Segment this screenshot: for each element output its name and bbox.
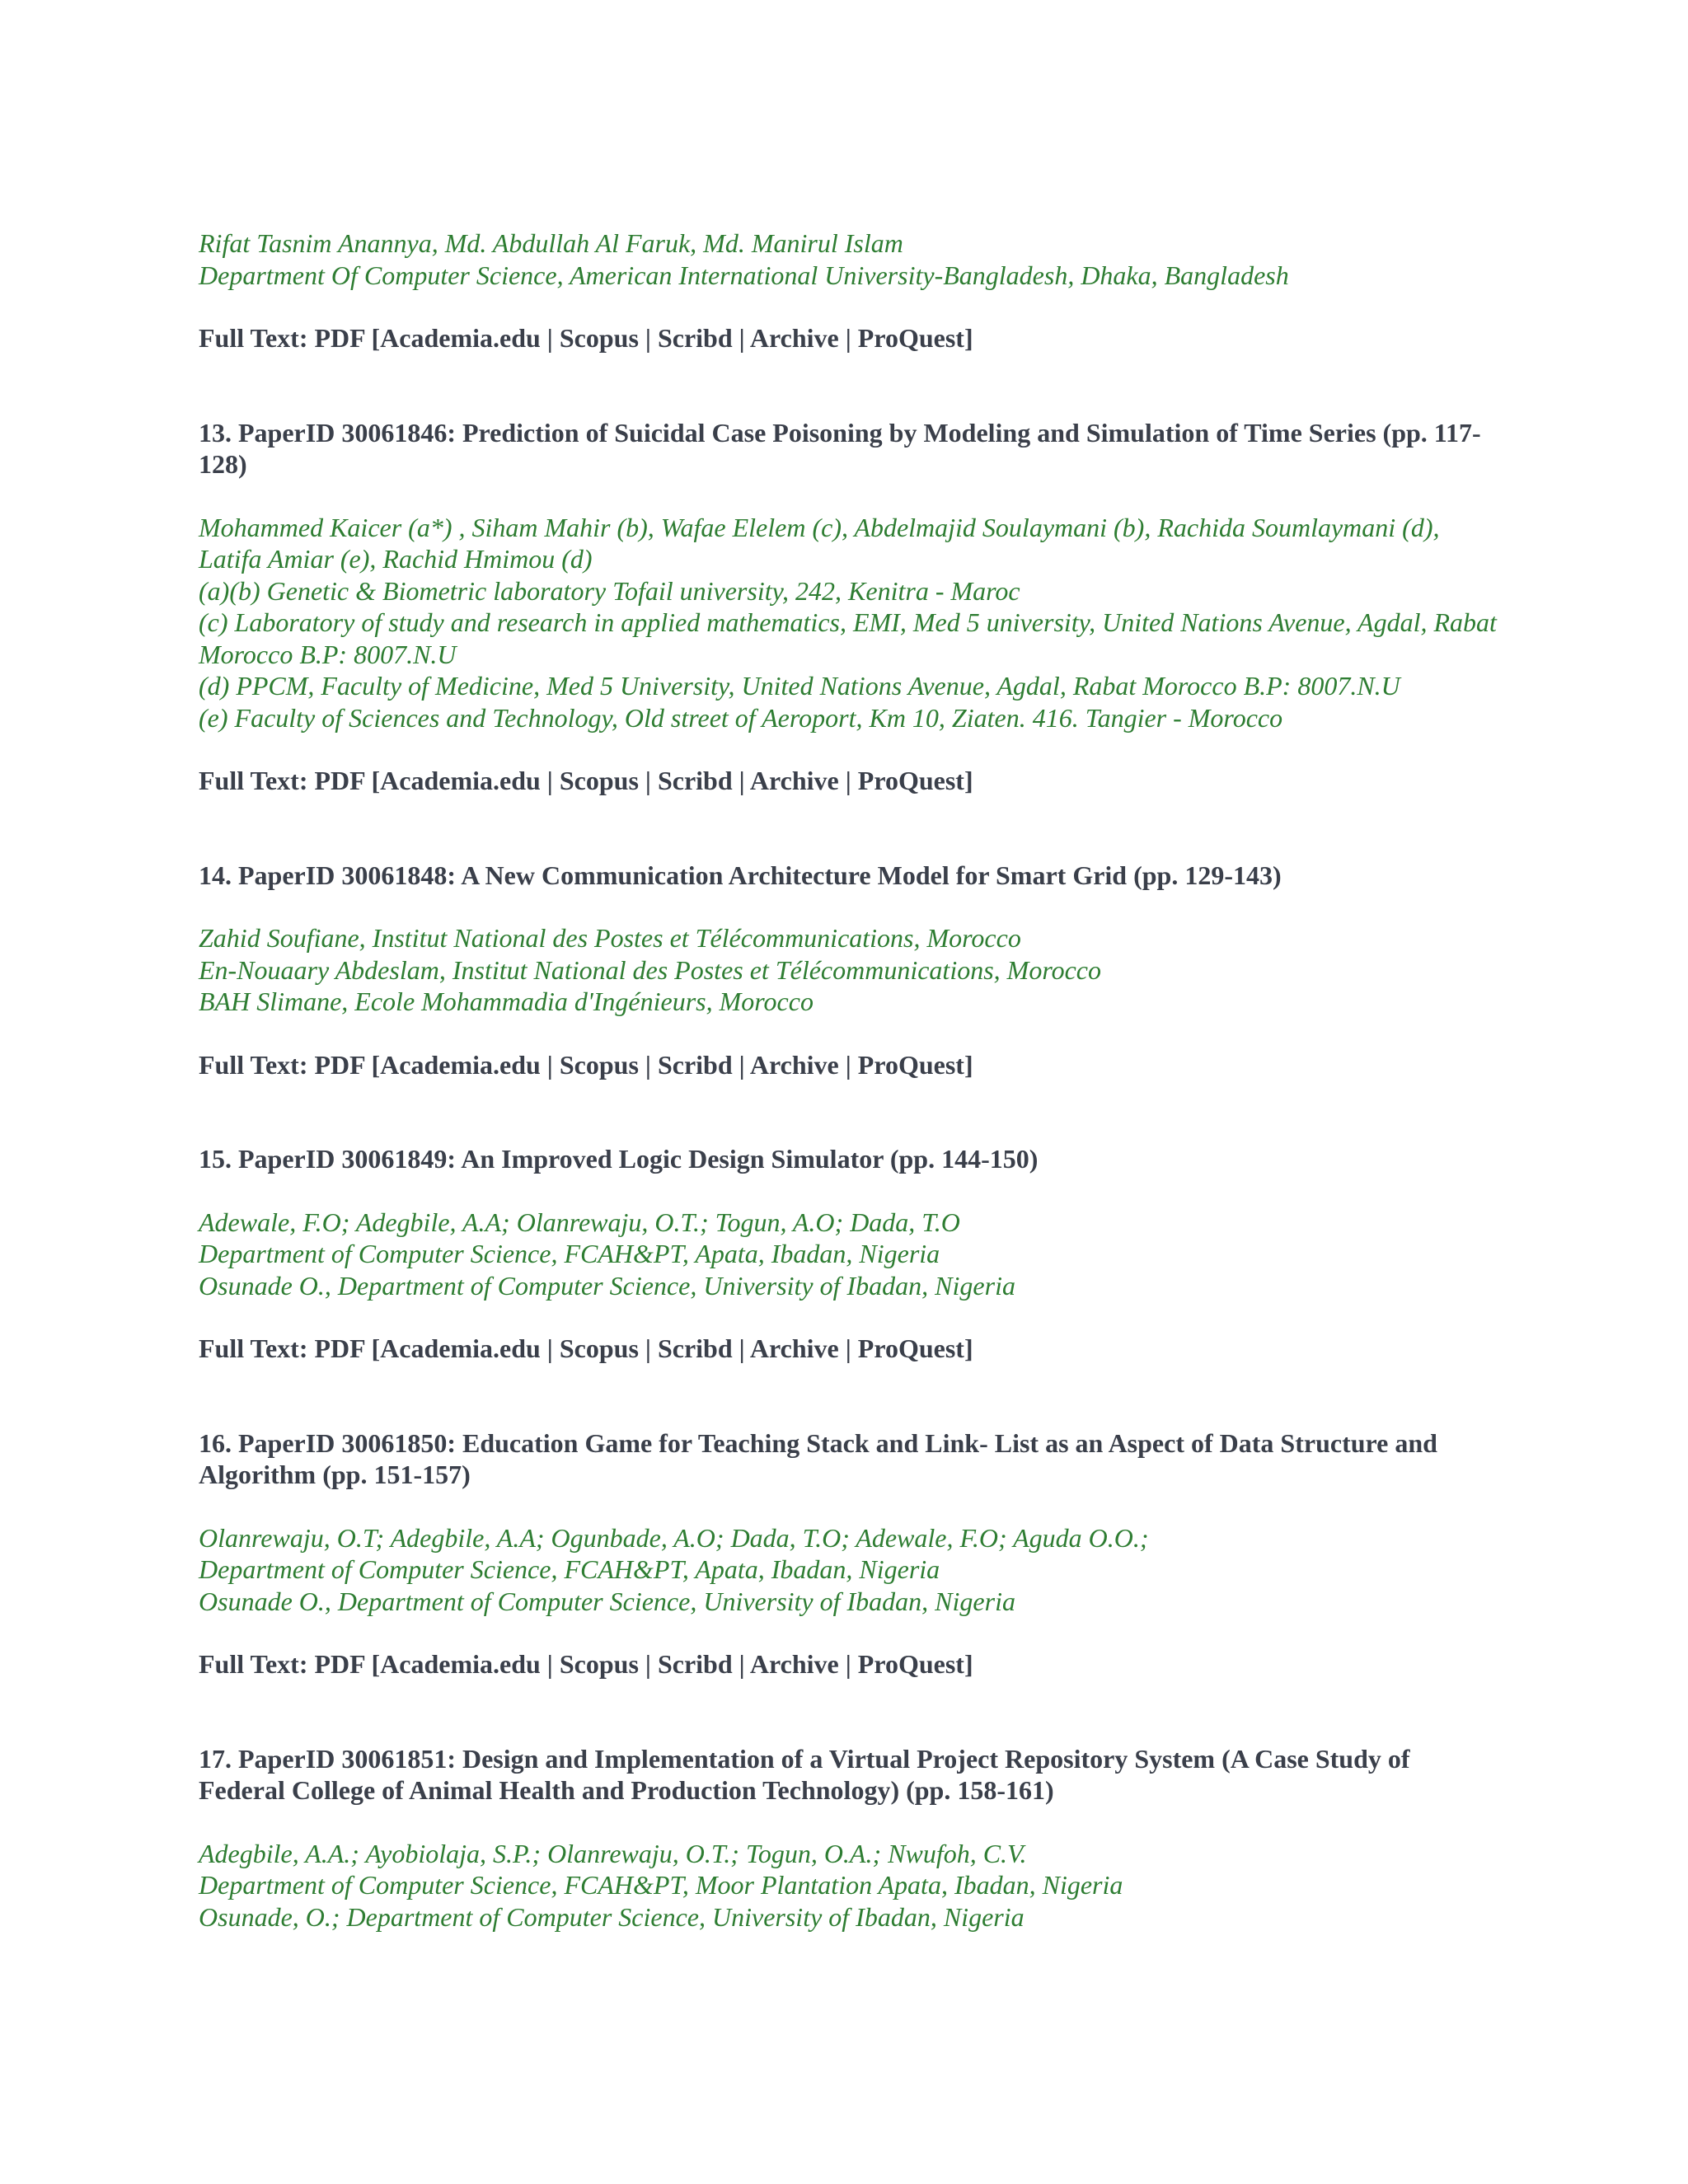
- author-line: Adegbile, A.A.; Ayobiolaja, S.P.; Olanrewaju, O.T.; Togun, O.A.; Nwufoh, C.V.: [199, 1838, 1027, 1868]
- paper-entry: [199, 1427, 1501, 1680]
- author-block: [199, 227, 1501, 291]
- paper-title: 15. PaperID 30061849: An Improved Logic Design Simulator (pp. 144-150): [199, 1144, 1039, 1174]
- full-text-links[interactable]: Full Text: PDF [Academia.edu | Scopus | Scribd | Archive | ProQuest]: [199, 1333, 973, 1363]
- author-block: [199, 512, 1501, 734]
- author-line: En-Nouaary Abdeslam, Institut National des Postes et Télécommunications, Morocco: [199, 954, 1101, 985]
- paper-title: 17. PaperID 30061851: Design and Implementation of a Virtual Project Repository System (A Case Study of Federal College of Animal Health and Production Technology) (pp. 158-161): [199, 1743, 1410, 1805]
- full-text-links[interactable]: Full Text: PDF [Academia.edu | Scopus | Scribd | Archive | ProQuest]: [199, 1649, 973, 1679]
- full-text-links[interactable]: Full Text: PDF [Academia.edu | Scopus | Scribd | Archive | ProQuest]: [199, 323, 973, 353]
- author-block: [199, 1207, 1501, 1302]
- paper-entry: [199, 860, 1501, 1081]
- paper-title: 13. PaperID 30061846: Prediction of Suicidal Case Poisoning by Modeling and Simulation of Time Series (pp. 117-128): [199, 417, 1481, 479]
- author-line: Osunade, O.; Department of Computer Science, University of Ibadan, Nigeria: [199, 1901, 1025, 1932]
- author-line: Osunade O., Department of Computer Science, University of Ibadan, Nigeria: [199, 1270, 1015, 1301]
- full-text-links[interactable]: Full Text: PDF [Academia.edu | Scopus | Scribd | Archive | ProQuest]: [199, 1049, 973, 1080]
- author-block: [199, 1522, 1501, 1618]
- previous-paper-entry: [199, 227, 1501, 354]
- author-line: Adewale, F.O; Adegbile, A.A; Olanrewaju, O.T.; Togun, A.O; Dada, T.O: [199, 1207, 960, 1237]
- document-page: [199, 227, 1501, 1933]
- paper-entry: [199, 1143, 1501, 1365]
- author-block: [199, 922, 1501, 1018]
- author-line: Rifat Tasnim Anannya, Md. Abdullah Al Faruk, Md. Manirul Islam: [199, 228, 903, 258]
- author-line: Olanrewaju, O.T; Adegbile, A.A; Ogunbade, A.O; Dada, T.O; Adewale, F.O; Aguda O.O.;: [199, 1522, 1149, 1553]
- author-line: (a)(b) Genetic & Biometric laboratory Tofail university, 242, Kenitra - Maroc: [199, 575, 1020, 606]
- author-line: Department of Computer Science, FCAH&PT, Apata, Ibadan, Nigeria: [199, 1239, 940, 1268]
- paper-entry: [199, 417, 1501, 797]
- author-line: (e) Faculty of Sciences and Technology, Old street of Aeroport, Km 10, Ziaten. 416. Tangier - Morocco: [199, 702, 1283, 733]
- author-line: Mohammed Kaicer (a*) , Siham Mahir (b), Wafae Elelem (c), Abdelmajid Soulaymani (b), Rachida Soumlaymani (d), Latifa Amiar (e), Rachid Hmimou (d): [199, 512, 1440, 574]
- author-line: BAH Slimane, Ecole Mohammadia d'Ingénieurs, Morocco: [199, 987, 814, 1016]
- paper-title: 14. PaperID 30061848: A New Communication Architecture Model for Smart Grid (pp. 129-143): [199, 860, 1282, 890]
- author-line: (d) PPCM, Faculty of Medicine, Med 5 University, United Nations Avenue, Agdal, Rabat Morocco B.P: 8007.N.U: [199, 671, 1400, 701]
- paper-entry: [199, 1743, 1501, 1933]
- author-line: Department Of Computer Science, American International University-Bangladesh, Dhaka, Bangladesh: [199, 260, 1289, 290]
- paper-title: 16. PaperID 30061850: Education Game for Teaching Stack and Link- List as an Aspect of Data Structure and Algorithm (pp. 151-157): [199, 1427, 1437, 1489]
- full-text-links[interactable]: Full Text: PDF [Academia.edu | Scopus | Scribd | Archive | ProQuest]: [199, 766, 973, 795]
- author-line: Zahid Soufiane, Institut National des Postes et Télécommunications, Morocco: [199, 923, 1021, 953]
- author-line: Department of Computer Science, FCAH&PT, Apata, Ibadan, Nigeria: [199, 1554, 940, 1584]
- author-block: [199, 1838, 1501, 1933]
- author-line: Department of Computer Science, FCAH&PT, Moor Plantation Apata, Ibadan, Nigeria: [199, 1870, 1123, 1900]
- author-line: Osunade O., Department of Computer Science, University of Ibadan, Nigeria: [199, 1586, 1015, 1616]
- author-line: (c) Laboratory of study and research in applied mathematics, EMI, Med 5 university, United Nations Avenue, Agdal, Rabat Morocco B.P: 8007.N.U: [199, 607, 1497, 669]
